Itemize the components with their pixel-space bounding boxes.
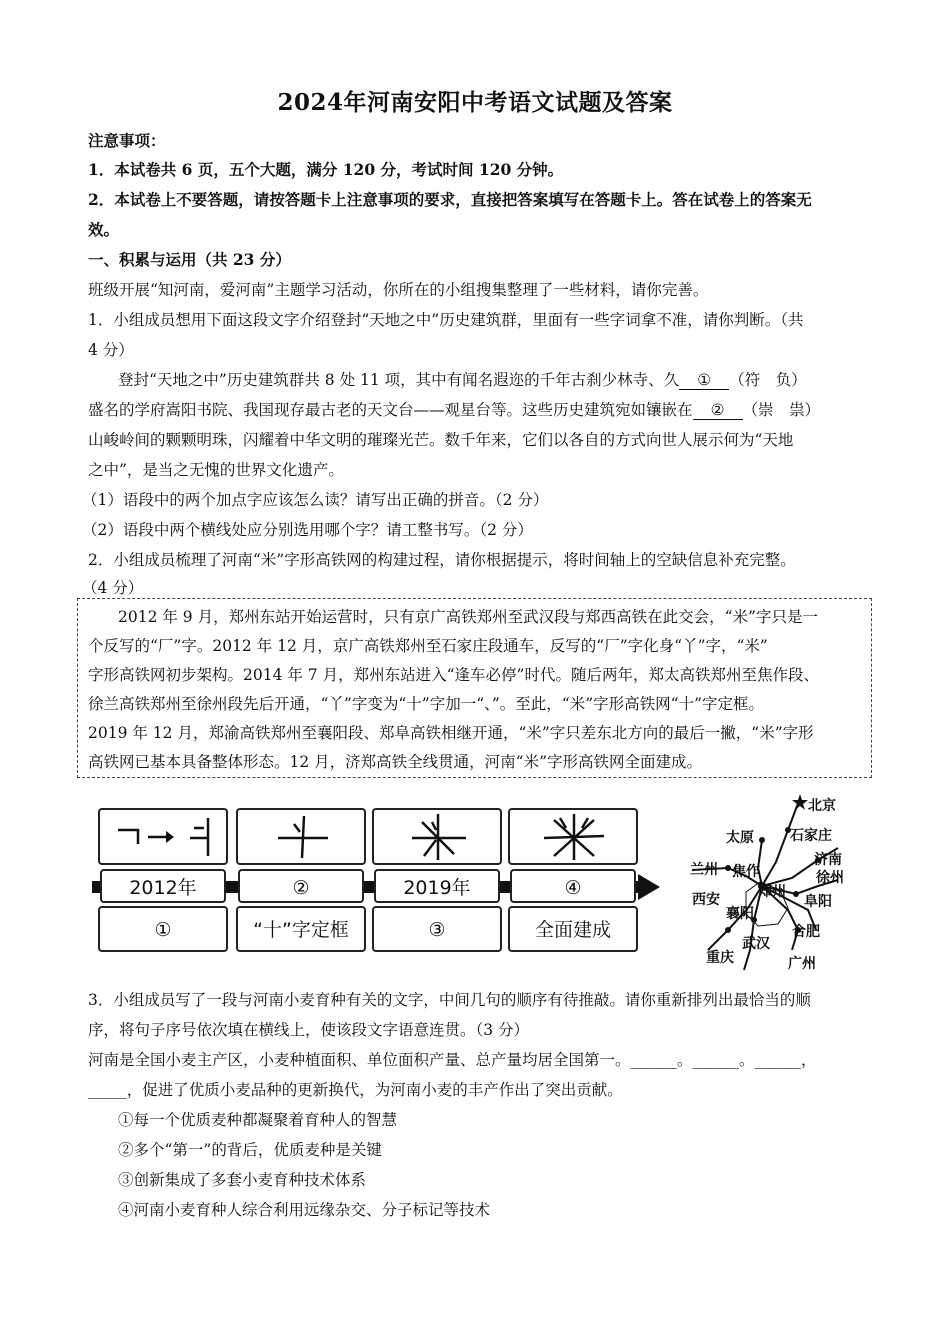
q1-blank-1: ① [679, 371, 729, 390]
q3-option: ①每一个优质麦种都凝聚着育种人的智慧 [118, 1111, 398, 1129]
q1-blank-2: ② [693, 401, 743, 420]
notice-item-2-cont: 效。 [88, 220, 120, 239]
map-city-label: 襄阳 [726, 906, 754, 922]
section-intro: 班级开展“知河南，爱河南”主题学习活动，你所在的小组搜集整理了一些材料，请你完善。 [88, 281, 709, 299]
timeline-text: ① [98, 906, 228, 952]
q1-stem-cont: 4 分） [88, 341, 134, 359]
q1-stem: 1．小组成员想用下面这段文字介绍登封“天地之中”历史建筑群，里面有一些字词拿不准，请你判断。（共 [88, 311, 804, 329]
timeline-glyph-box [98, 808, 228, 865]
page-title: 2024年河南安阳中考语文试题及答案 [277, 89, 673, 116]
map-city-label: 合肥 [792, 924, 820, 940]
q2-box-line: 高铁网已基本具备整体形态。12 月，济郑高铁全线贯通，河南“米”字形高铁网全面建成。 [88, 753, 703, 771]
q2-box-line: 字形高铁网初步架构。2014 年 7 月，郑州东站进入“逢车必停”时代。随后两年，郑太高铁郑州至焦作段、 [88, 666, 819, 684]
map-city-label: 北京 [808, 798, 836, 814]
map-city-label: 郑州 [758, 884, 786, 900]
q2-stem-cont: （4 分） [82, 579, 144, 597]
timeline-glyph-box [372, 808, 502, 865]
timeline-label: 2012年 [100, 869, 226, 903]
notice-item-1: 1．本试卷共 6 页，五个大题，满分 120 分，考试时间 120 分钟。 [88, 160, 564, 179]
q1-choice-2: （崇 祟） [742, 401, 821, 419]
glyph-mi-icon [510, 810, 636, 863]
q1-passage-line-4: 之中”，是当之无愧的世界文化遗产。 [88, 461, 344, 479]
section-heading: 一、积累与运用（共 23 分） [88, 250, 291, 269]
q2-box-line: 2019 年 12 月，郑渝高铁郑州至襄阳段、郑阜高铁相继开通，“米”字只差东北方向的最后一撇，“米”字形 [88, 724, 814, 742]
q3-stem: 3．小组成员写了一段与河南小麦育种有关的文字，中间几句的顺序有待推敲。请你重新排列出最恰当的顺 [88, 991, 811, 1009]
q2-rail-map [688, 790, 858, 975]
q2-stem: 2．小组成员梳理了河南“米”字形高铁网的构建过程，请你根据提示，将时间轴上的空缺信息补充完整。 [88, 551, 796, 569]
glyph-reverse-chang-icon [100, 810, 226, 863]
q2-box-line: 个反写的“厂”字。2012 年 12 月，京广高铁郑州至石家庄段通车，反写的“厂”字化身“丫”字，“米” [88, 637, 768, 655]
timeline-label: ② [238, 869, 364, 903]
map-city-label: 西安 [692, 892, 720, 908]
q2-box-line: 徐兰高铁郑州至徐州段先后开通，“丫”字变为“十”字加一“、”。至此，“米”字形高铁网“十”字定框。 [88, 695, 764, 713]
glyph-partial-mi-icon [374, 810, 500, 863]
q2-material-box [77, 598, 872, 778]
q3-option: ④河南小麦育种人综合利用远缘杂交、分子标记等技术 [118, 1201, 491, 1219]
timeline-glyph-box [508, 808, 638, 865]
map-city-label: 阜阳 [804, 894, 832, 910]
glyph-cross-icon [238, 810, 364, 863]
q1-passage-line-2 [88, 398, 868, 420]
map-city-label: 徐州 [816, 870, 844, 886]
notice-item-2: 2．本试卷上不要答题，请按答题卡上注意事项的要求，直接把答案填写在答题卡上。答在试卷上的答案无 [88, 190, 812, 209]
map-city-label: 太原 [726, 830, 754, 846]
timeline-text: 全面建成 [508, 906, 638, 952]
q1-passage-line-1 [118, 368, 898, 390]
map-city-label: 焦作 [732, 864, 760, 880]
timeline-label: ④ [510, 869, 636, 903]
timeline-text: “十”字定框 [236, 906, 366, 952]
q3-option: ②多个“第一”的背后，优质麦种是关键 [118, 1141, 382, 1159]
timeline-glyph-box [236, 808, 366, 865]
map-city-label: 兰州 [690, 862, 718, 878]
map-city-label: 重庆 [706, 950, 734, 966]
q1-passage-text: 盛名的学府嵩阳书院、我国现存最古老的天文台——观星台等。这些历史建筑宛如镶嵌在 [88, 401, 693, 419]
map-city-label: 武汉 [742, 936, 770, 952]
map-city-label: 石家庄 [790, 828, 832, 844]
q1-passage-line-3: 山峻岭间的颗颗明珠，闪耀着中华文明的璀璨光芒。数千年来，它们以各自的方式向世人展示何为“天地 [88, 431, 794, 449]
q1-sub-1: （1）语段中的两个加点字应该怎么读？请写出正确的拼音。（2 分） [82, 491, 549, 509]
notice-heading: 注意事项： [88, 131, 166, 150]
q1-sub-2: （2）语段中两个横线处应分别选用哪个字？请工整书写。（2 分） [82, 521, 533, 539]
q3-option: ③创新集成了多套小麦育种技术体系 [118, 1171, 367, 1189]
q1-choice-1: （符 负） [729, 371, 807, 389]
q3-paragraph: 河南是全国小麦主产区，小麦种植面积、单位面积产量、总产量均居全国第一。______。______。______， [88, 1051, 817, 1069]
timeline-label: 2019年 [374, 869, 500, 903]
q3-paragraph-cont: _____，促进了优质小麦品种的更新换代，为河南小麦的丰产作出了突出贡献。 [88, 1081, 623, 1099]
map-city-label: 济南 [814, 852, 842, 868]
q2-box-line: 2012 年 9 月，郑州东站开始运营时，只有京广高铁郑州至武汉段与郑西高铁在此交会，“米”字只是一 [118, 608, 818, 626]
q1-passage-text: 登封“天地之中”历史建筑群共 8 处 11 项，其中有闻名遐迩的千年古刹少林寺、久 [118, 371, 680, 389]
star-icon [792, 794, 808, 810]
timeline-text: ③ [372, 906, 502, 952]
q3-stem-cont: 序，将句子序号依次填在横线上，使该段文字语意连贯。（3 分） [88, 1021, 530, 1039]
map-city-label: 广州 [788, 956, 816, 972]
